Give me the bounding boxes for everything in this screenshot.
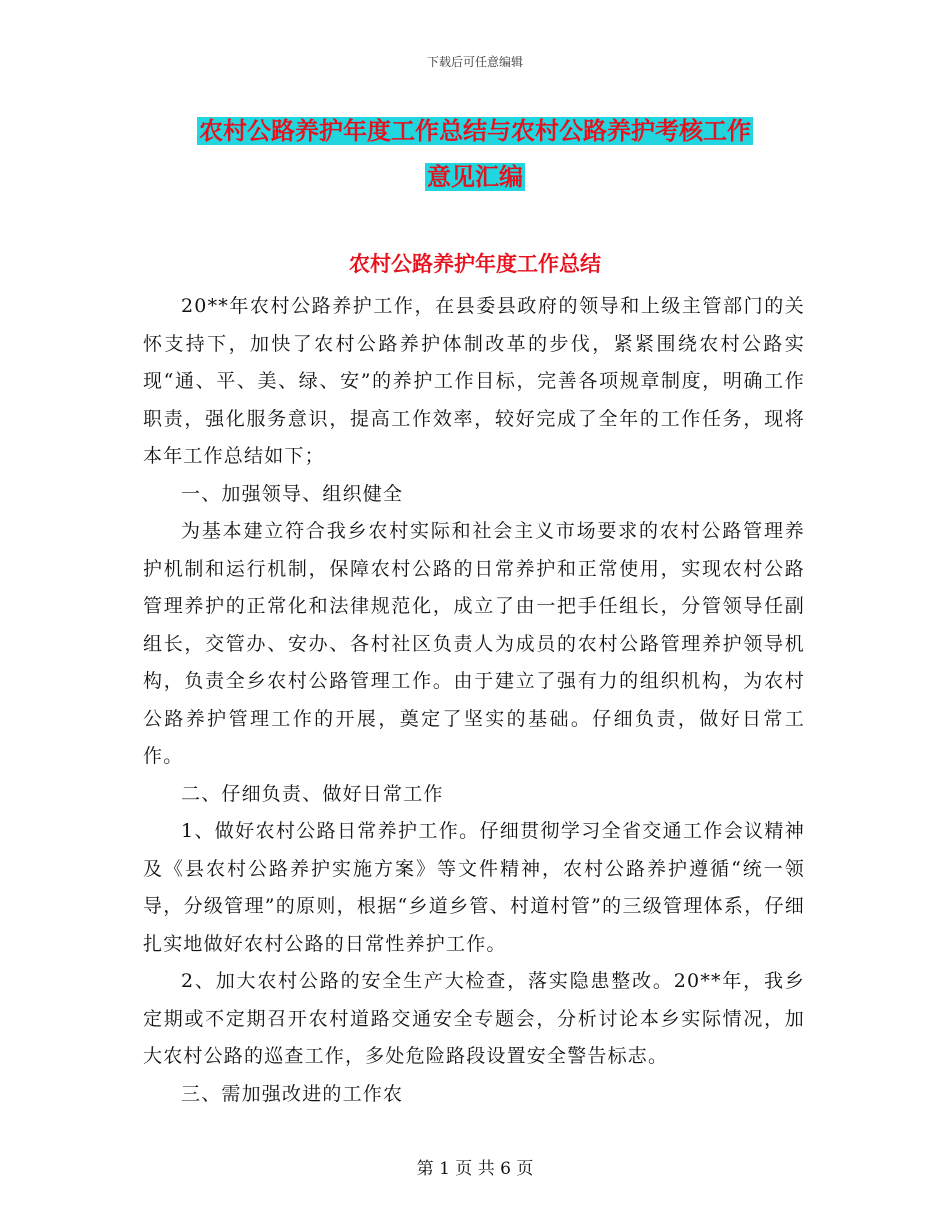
header-note: 下载后可任意编辑 (426, 55, 523, 69)
heading-one: 一、加强领导、组织健全 (181, 482, 404, 505)
document-body (143, 288, 805, 1113)
document-title (0, 108, 950, 200)
heading-three: 三、需加强改进的工作农 (181, 1082, 404, 1105)
title-line-2: 意见汇编 (427, 163, 523, 191)
paragraph-safety-inspection: 2、加大农村公路的安全生产大检查，落实隐患整改。20**年，我乡定期或不定期召开农村道路交通安全专题会，分析讨论本乡实际情况，加大农村公路的巡查工作，多处危险路段设置安全警告标志。 (143, 970, 805, 1067)
title-line-1: 农村公路养护年度工作总结与农村公路养护考核工作 (199, 117, 751, 145)
paragraph-intro: 20**年农村公路养护工作，在县委县政府的领导和上级主管部门的关怀支持下，加快了农村公路养护体制改革的步伐，紧紧围绕农村公路实现“通、平、美、绿、安”的养护工作目标，完善各项规章制度，明确工作职责，强化服务意识，提高工作效率，较好完成了全年的工作任务，现将本年工作总结如下； (143, 295, 805, 467)
heading-two: 二、仔细负责、做好日常工作 (181, 782, 444, 805)
section-title: 农村公路养护年度工作总结 (349, 252, 601, 276)
paragraph-daily-maintenance: 1、做好农村公路日常养护工作。仔细贯彻学习全省交通工作会议精神及《县农村公路养护实施方案》等文件精神，农村公路养护遵循“统一领导，分级管理”的原则，根据“乡道乡管、村道村管”的三级管理体系，仔细扎实地做好农村公路的日常性养护工作。 (143, 820, 805, 955)
page-footer: 第 1 页 共 6 页 (416, 1159, 534, 1179)
paragraph-organization: 为基本建立符合我乡农村实际和社会主义市场要求的农村公路管理养护机制和运行机制，保障农村公路的日常养护和正常使用，实现农村公路管理养护的正常化和法律规范化，成立了由一把手任组长，分管领导任副组长，交管办、安办、各村社区负责人为成员的农村公路管理养护领导机构，负责全乡农村公路管理工作。由于建立了强有力的组织机构，为农村公路养护管理工作的开展，奠定了坚实的基础。仔细负责，做好日常工作。 (143, 520, 805, 767)
